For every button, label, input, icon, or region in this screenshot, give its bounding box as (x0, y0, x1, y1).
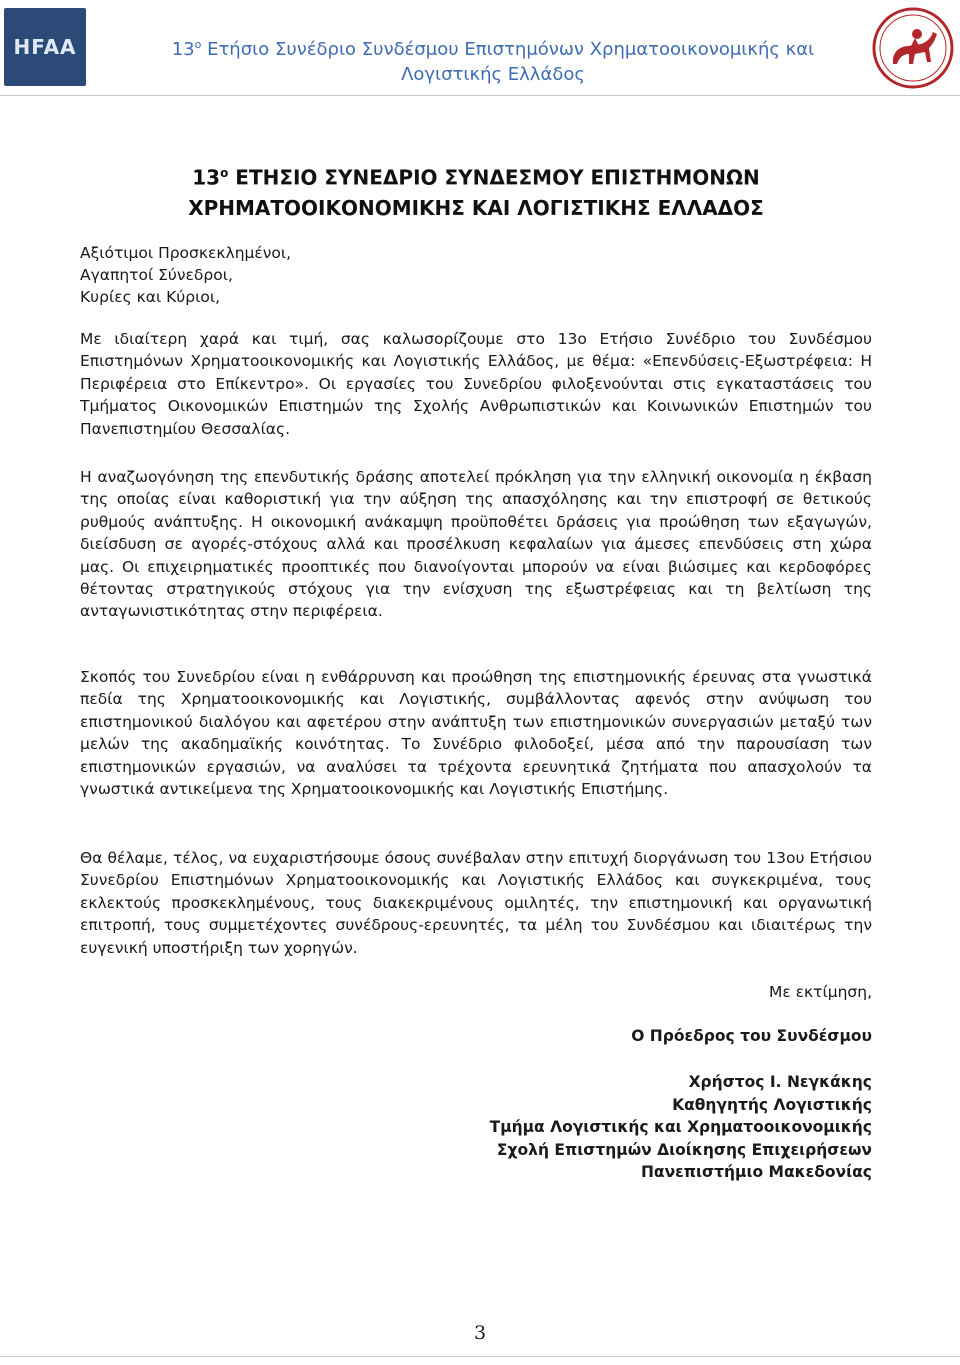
page-header (0, 0, 960, 92)
header-title (133, 32, 853, 87)
signature-department: Τμήμα Λογιστικής και Χρηματοοικονομικής (489, 1118, 872, 1136)
signature-name: Χρήστος Ι. Νεγκάκης (688, 1073, 872, 1091)
header-divider (0, 95, 960, 96)
document-title (80, 158, 872, 223)
signature-university: Πανεπιστήμιο Μακεδονίας (640, 1163, 872, 1181)
greeting-line: Αγαπητοί Σύνεδροι, (80, 266, 233, 284)
president-title: Ο Πρόεδρος του Συνδέσμου (631, 1027, 872, 1045)
logo-text: HFAA (13, 35, 77, 59)
purpose-paragraph: Σκοπός του Συνεδρίου είναι η ενθάρρυνση και προώθηση της επιστημονικής έρευνας στα γνωστικά πεδία της Χρηματοοικονομικής και Λογιστικής, συμβάλλοντας αφενός στην ανύψωση του επιστημονικού διαλόγου και αφετέρου στην ανάπτυξη των επιστημονικών συνεργασιών μεταξύ των μελών της ακαδημαϊκής κοινότητας. Το Συνέδριο φιλοδοξεί, μέσα από την παρουσίαση των επιστημονικών εργασιών, να αναλύσει τα τρέχοντα ερευνητικά ζητήματα που απασχολούν τα γνωστικά αντικείμενα της Χρηματοοικονομικής και Λογιστικής Επιστήμης. (80, 668, 872, 799)
signature-position: Καθηγητής Λογιστικής (672, 1095, 872, 1114)
document-title-line-2: ΧΡΗΜΑΤΟΟΙΚΟΝΟΜΙΚΗΣ ΚΑΙ ΛΟΓΙΣΤΙΚΗΣ ΕΛΛΑΔΟΣ (188, 195, 764, 220)
greeting-line: Κυρίες και Κύριοι, (80, 288, 221, 306)
signature-school: Σχολή Επιστημών Διοίκησης Επιχειρήσεων (496, 1140, 872, 1159)
university-seal-icon (871, 6, 955, 90)
header-title-line-2: Λογιστικής Ελλάδος (401, 64, 585, 85)
greeting-line: Αξιότιμοι Προσκεκλημένοι, (80, 244, 292, 262)
welcome-paragraph: Με ιδιαίτερη χαρά και τιμή, σας καλωσορίζουμε στο 13ο Ετήσιο Συνέδριο του Συνδέσμου Επιστημόνων Χρηματοοικονομικής και Λογιστικής Ελλάδος, με θέμα: «Επενδύσεις-Εξωστρέφεια: Η Περιφέρεια στο Επίκεντρο». Οι εργασίες του Συνεδρίου φιλοξενούνται στις εγκαταστάσεις του Τμήματος Οικονομικών Επιστημών της Σχολής Ανθρωπιστικών και Κοινωνικών Επιστημών του Πανεπιστημίου Θεσσαλίας. (80, 330, 872, 438)
investment-paragraph: Η αναζωογόνηση της επενδυτικής δράσης αποτελεί πρόκληση για την ελληνική οικονομία η έκβαση της οποίας είναι καθοριστική για την αύξηση της απασχόλησης και την επιστροφή σε θετικούς ρυθμούς ανάπτυξης. Η οικονομική ανάκαμψη προϋποθέτει δράσεις για προώθηση των εξαγωγών, διείσδυση σε αγορές-στόχους αλλά και προσέλκυση κεφαλαίων για άμεσες επενδύσεις στη χώρα μας. Οι επιχειρηματικές προοπτικές που διανοίγονται μπορούν να είναι βιώσιμες και κερδοφόρες θέτοντας στρατηγικούς στόχους για την ενίσχυση της εξωστρέφειας και τη βελτίωση της ανταγωνιστικότητας στην περιφέρεια. (80, 468, 872, 621)
footer-divider (0, 1356, 960, 1357)
signature-block (80, 1071, 872, 1184)
closing-salutation: Με εκτίμηση, (768, 983, 872, 1001)
thanks-paragraph: Θα θέλαμε, τέλος, να ευχαριστήσουμε όσους συνέβαλαν στην επιτυχή διοργάνωση του 13ου Ετήσιου Συνεδρίου Επιστημόνων Χρηματοοικονομικής και Λογιστικής Ελλάδος και συγκεκριμένα, τους εκλεκτούς προσκεκλημένους, τους διακεκριμένους ομιλητές, την επιστημονική και οργανωτική επιτροπή, τους συμμετέχοντες συνέδρους-ερευνητές, τα μέλη του Συνδέσμου και ιδιαιτέρως την ευγενική υποστήριξη των χορηγών. (80, 849, 872, 957)
document-title-line-1: $13^o$ ΕΤΗΣΙΟ ΣΥΝΕΔΡΙΟ ΣΥΝΔΕΣΜΟΥ ΕΠΙΣΤΗΜΟΝΩΝ (192, 165, 760, 190)
greeting-block (80, 242, 291, 308)
hfaa-logo (4, 8, 86, 86)
header-title-line-1: $13^o$ Ετήσιο Συνέδριο Συνδέσμου Επιστημόνων Χρηματοοικονομικής και (171, 38, 815, 60)
page-number: 3 (473, 1322, 487, 1344)
